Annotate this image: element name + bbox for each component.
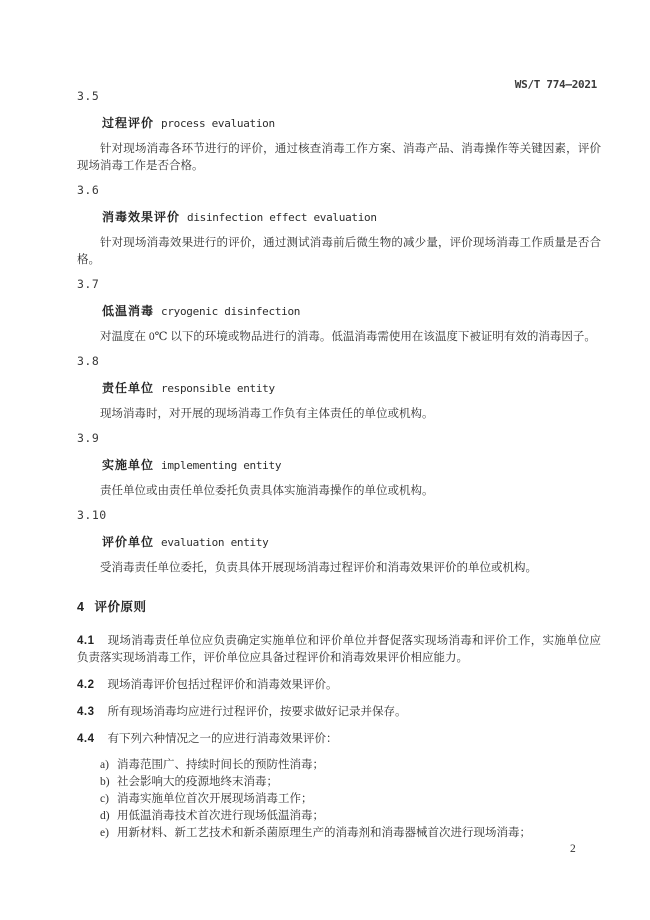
list-item-c xyxy=(100,791,601,808)
list-item-b xyxy=(100,774,601,791)
term-definition: 受消毒责任单位委托，负责具体开展现场消毒过程评价和消毒效果评价的单位或机构。 xyxy=(100,562,537,574)
term-name-zh: 评价单位 xyxy=(102,535,155,549)
term-definition: 针对现场消毒效果进行的评价，通过测试消毒前后微生物的减少量，评价现场消毒工作质量是否合格。 xyxy=(77,237,601,266)
term-title xyxy=(102,303,601,319)
term-number: 3.6 xyxy=(77,183,100,197)
term-name-en: disinfection effect evaluation xyxy=(187,211,377,224)
term-name-en: cryogenic disinfection xyxy=(161,305,301,318)
list-item-text: 社会影响大的疫源地终末消毒； xyxy=(117,776,278,788)
clause-4-2 xyxy=(77,677,601,694)
list-item-e xyxy=(100,825,601,842)
term-number: 3.10 xyxy=(77,508,107,522)
list-item-label: b) xyxy=(100,776,110,788)
term-3-5 xyxy=(77,90,601,175)
term-number: 3.5 xyxy=(77,89,100,103)
term-name-en: evaluation entity xyxy=(161,536,269,549)
term-name-zh: 过程评价 xyxy=(102,116,155,130)
section-4-evaluation-principles xyxy=(77,599,601,842)
clause-number: 4.3 xyxy=(77,706,95,718)
clause-number: 4.2 xyxy=(77,679,95,691)
term-title xyxy=(102,534,601,550)
clause-number: 4.4 xyxy=(77,733,95,745)
term-name-zh: 实施单位 xyxy=(102,458,155,472)
clause-text: 现场消毒责任单位应负责确定实施单位和评价单位并督促落实现场消毒和评价工作，实施单位应负责落实现场消毒工作，评价单位应具备过程评价和消毒效果评价相应能力。 xyxy=(77,635,601,664)
term-name-zh: 消毒效果评价 xyxy=(102,210,181,224)
clause-4-4 xyxy=(77,731,601,748)
term-name-zh: 低温消毒 xyxy=(102,304,155,318)
term-definition: 对温度在 0℃ 以下的环境或物品进行的消毒。低温消毒需使用在该温度下被证明有效的消毒因子。 xyxy=(100,331,596,343)
page-number: 2 xyxy=(570,843,576,855)
term-title xyxy=(102,457,601,473)
term-definition: 责任单位或由责任单位委托负责具体实施消毒操作的单位或机构。 xyxy=(100,485,434,497)
term-number: 3.8 xyxy=(77,354,100,368)
term-definition: 现场消毒时，对开展的现场消毒工作负有主体责任的单位或机构。 xyxy=(100,408,434,420)
term-3-7 xyxy=(77,278,601,346)
term-3-9 xyxy=(77,432,601,500)
list-item-text: 用低温消毒技术首次进行现场低温消毒； xyxy=(117,810,324,822)
term-name-zh: 责任单位 xyxy=(102,381,155,395)
list-item-a xyxy=(100,757,601,774)
list-item-d xyxy=(100,808,601,825)
section-title: 评价原则 xyxy=(94,600,147,614)
condition-list xyxy=(100,757,601,842)
term-name-en: responsible entity xyxy=(161,382,275,395)
clause-4-1 xyxy=(77,633,601,667)
list-item-label: d) xyxy=(100,810,110,822)
term-3-8 xyxy=(77,355,601,423)
section-number: 4 xyxy=(77,600,85,614)
list-item-label: e) xyxy=(100,827,109,839)
term-title xyxy=(102,115,601,131)
clause-text: 现场消毒评价包括过程评价和消毒效果评价。 xyxy=(107,679,338,691)
section-heading xyxy=(77,599,601,615)
term-name-en: implementing entity xyxy=(161,459,282,472)
term-number: 3.7 xyxy=(77,277,100,291)
clause-text: 有下列六种情况之一的应进行消毒效果评价： xyxy=(107,733,338,745)
term-title xyxy=(102,209,601,225)
term-number: 3.9 xyxy=(77,431,100,445)
list-item-text: 用新材料、新工艺技术和新杀菌原理生产的消毒剂和消毒器械首次进行现场消毒； xyxy=(117,827,531,839)
term-3-6 xyxy=(77,184,601,269)
clause-number: 4.1 xyxy=(77,635,95,647)
list-item-text: 消毒实施单位首次开展现场消毒工作； xyxy=(117,793,313,805)
standard-code-header: WS/T 774—2021 xyxy=(514,78,597,91)
list-item-label: a) xyxy=(100,759,109,771)
list-item-text: 消毒范围广、持续时间长的预防性消毒； xyxy=(117,759,324,771)
list-item-label: c) xyxy=(100,793,109,805)
clause-text: 所有现场消毒均应进行过程评价，按要求做好记录并保存。 xyxy=(107,706,407,718)
term-definition: 针对现场消毒各环节进行的评价，通过核查消毒工作方案、消毒产品、消毒操作等关键因素，评价现场消毒工作是否合格。 xyxy=(77,143,601,172)
clause-4-3 xyxy=(77,704,601,721)
term-title xyxy=(102,380,601,396)
term-name-en: process evaluation xyxy=(161,117,275,130)
term-3-10 xyxy=(77,509,601,577)
